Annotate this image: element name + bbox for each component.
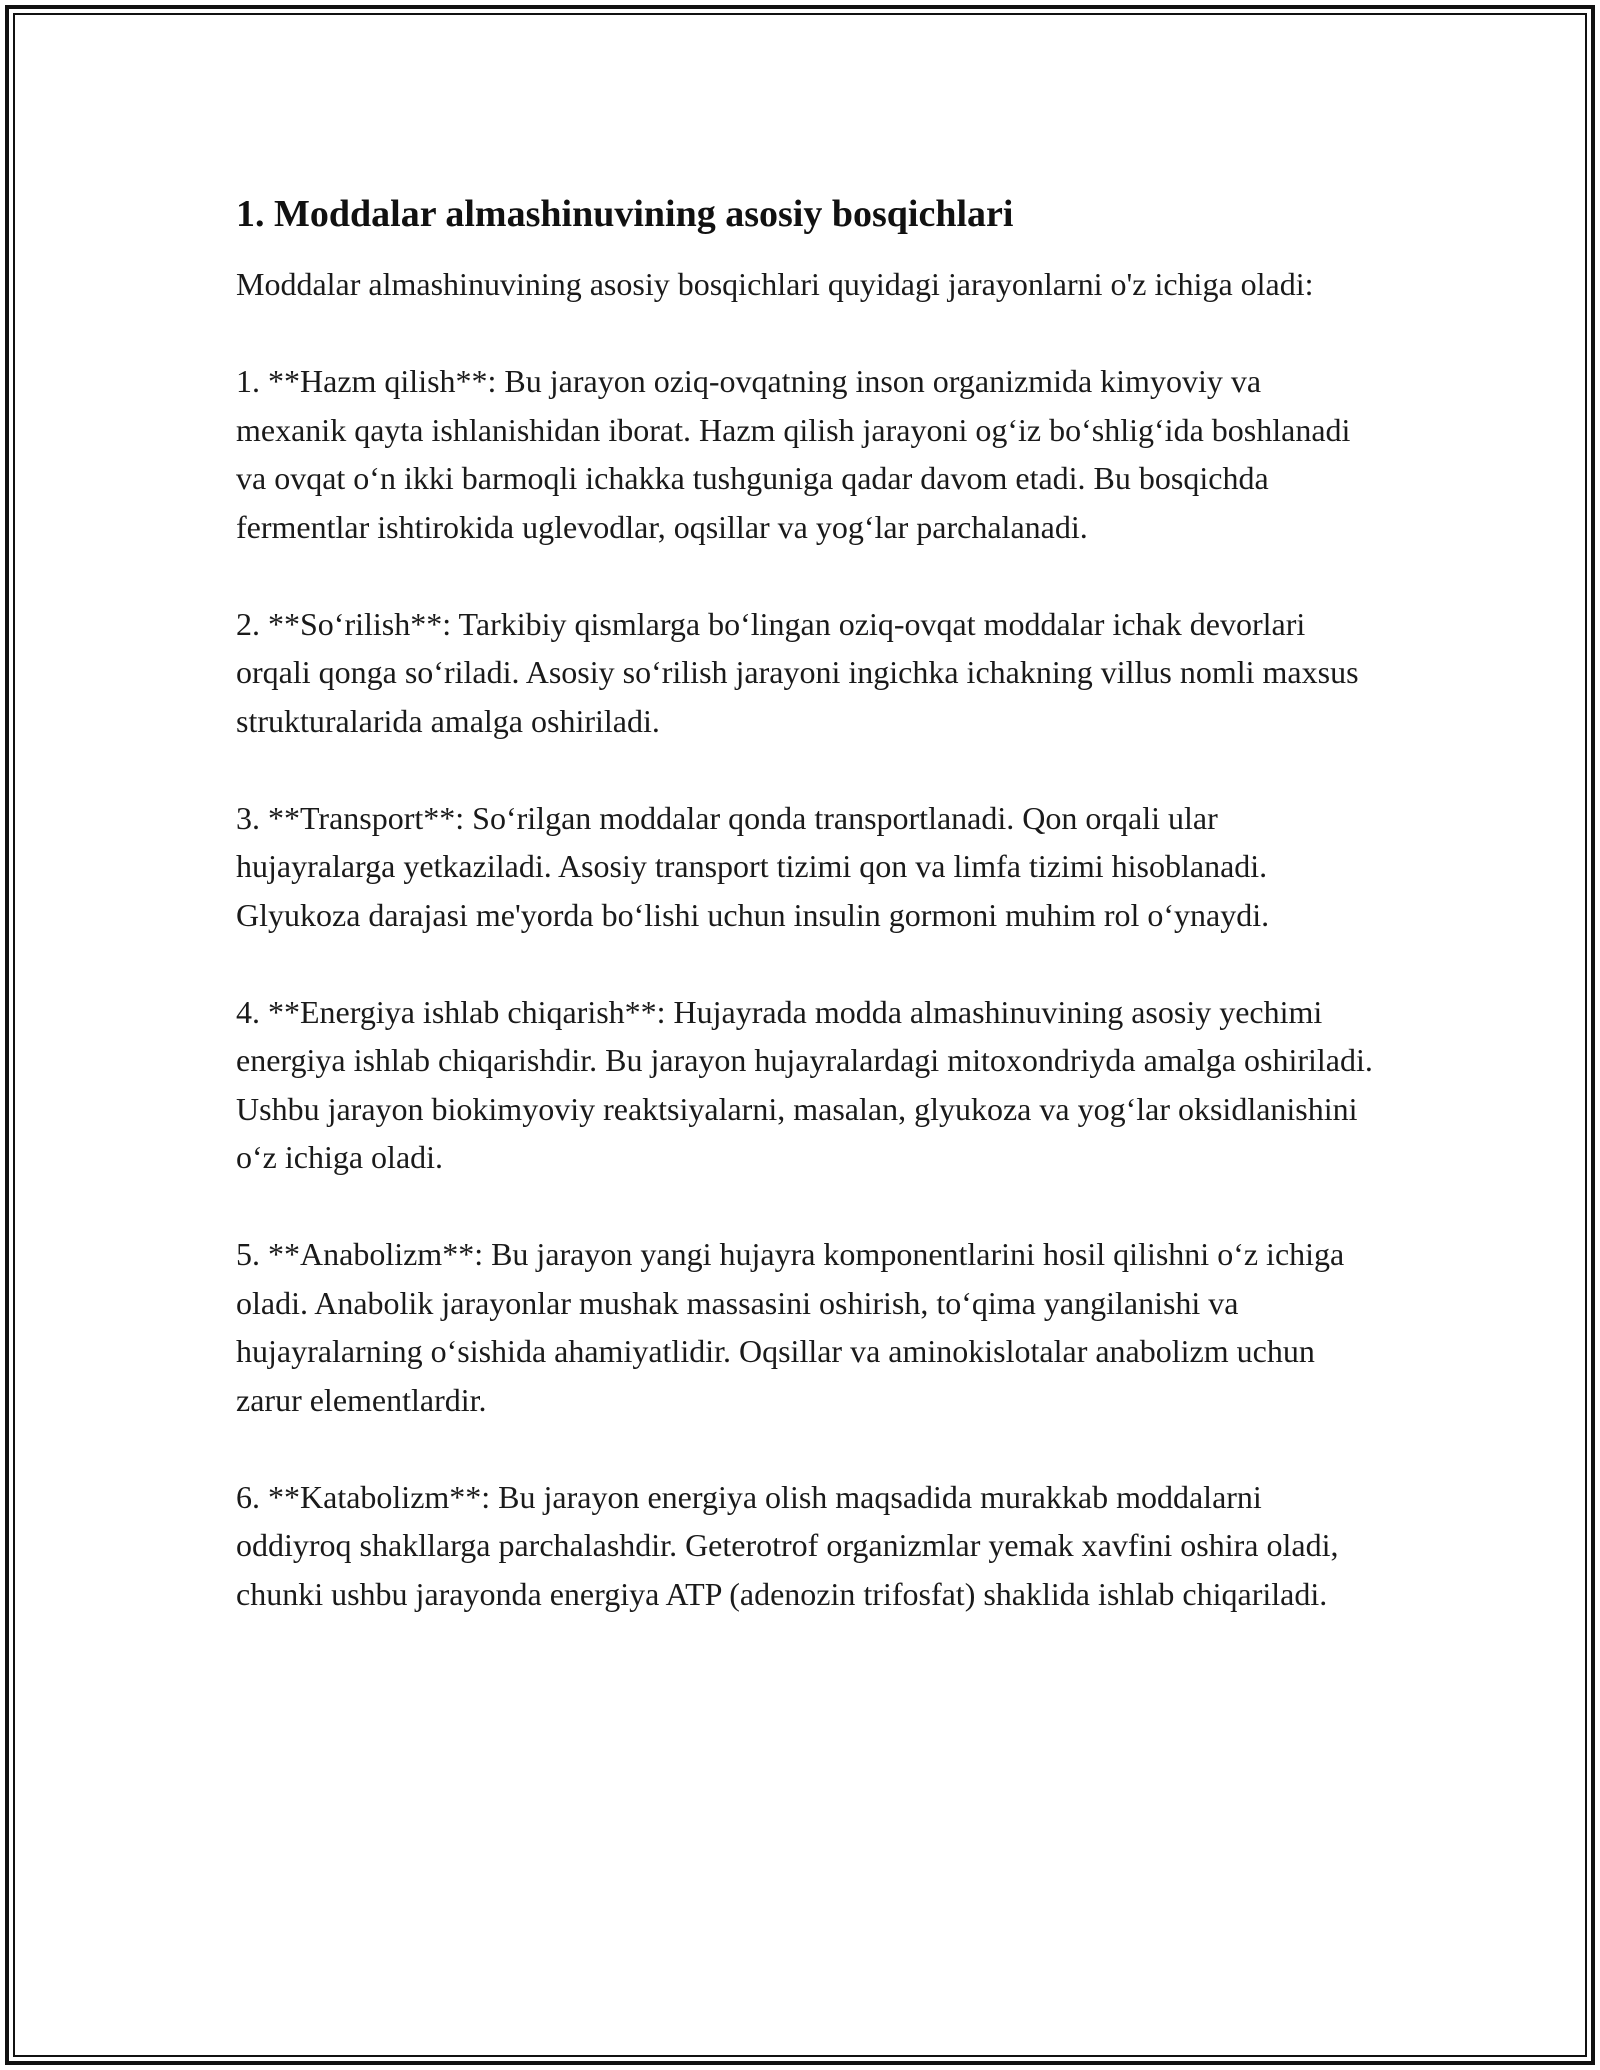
section-anabolizm: 5. **Anabolizm**: Bu jarayon yangi hujayra komponentlarini hosil qilishni o‘z ichiga oladi. Anabolik jarayonlar mushak massasini oshirish, to‘qima yangilanishi va hujayralarning o‘sishida ahamiyatlidir. Oqsillar va aminokislotalar anabolizm uchun zarur elementlardir. (236, 1236, 1345, 1418)
intro-paragraph: Moddalar almashinuvining asosiy bosqichlari quyidagi jarayonlarni o'z ichiga oladi: (236, 266, 1314, 302)
section-sorilish: 2. **So‘rilish**: Tarkibiy qismlarga bo‘lingan oziq-ovqat moddalar ichak devorlari orqali qonga so‘riladi. Asosiy so‘rilish jarayoni ingichka ichakning villus nomli maxsus strukturalarida amalga oshiriladi. (236, 605, 1359, 739)
document-heading: 1. Moddalar almashinuvining asosiy bosqichlari (236, 193, 1014, 235)
document-body (236, 188, 1376, 1618)
section-energiya: 4. **Energiya ishlab chiqarish**: Hujayrada modda almashinuvining asosiy yechimi energiya ishlab chiqarishdir. Bu jarayon hujayralardagi mitoxondriyda amalga oshiriladi. Ushbu jarayon biokimyoviy reaktsiyalarni, masalan, glyukoza va yog‘lar oksidlanishini o‘z ichiga oladi. (236, 993, 1373, 1175)
section-transport: 3. **Transport**: So‘rilgan moddalar qonda transportlanadi. Qon orqali ular hujayralarga yetkaziladi. Asosiy transport tizimi qon va limfa tizimi hisoblanadi. Glyukoza darajasi me'yorda bo‘lishi uchun insulin gormoni muhim rol o‘ynaydi. (236, 799, 1270, 933)
section-hazm-qilish: 1. **Hazm qilish**: Bu jarayon oziq-ovqatning inson organizmida kimyoviy va mexanik qayta ishlanishidan iborat. Hazm qilish jarayoni og‘iz bo‘shlig‘ida boshlanadi va ovqat o‘n ikki barmoqli ichakka tushguniga qadar davom etadi. Bu bosqichda fermentlar ishtirokida uglevodlar, oqsillar va yog‘lar parchalanadi. (236, 363, 1351, 545)
section-katabolizm: 6. **Katabolizm**: Bu jarayon energiya olish maqsadida murakkab moddalarni oddiyroq shakllarga parchalashdir. Geterotrof organizmlar yemak xavfini oshira oladi, chunki ushbu jarayonda energiya ATP (adenozin trifosfat) shaklida ishlab chiqariladi. (236, 1478, 1339, 1612)
